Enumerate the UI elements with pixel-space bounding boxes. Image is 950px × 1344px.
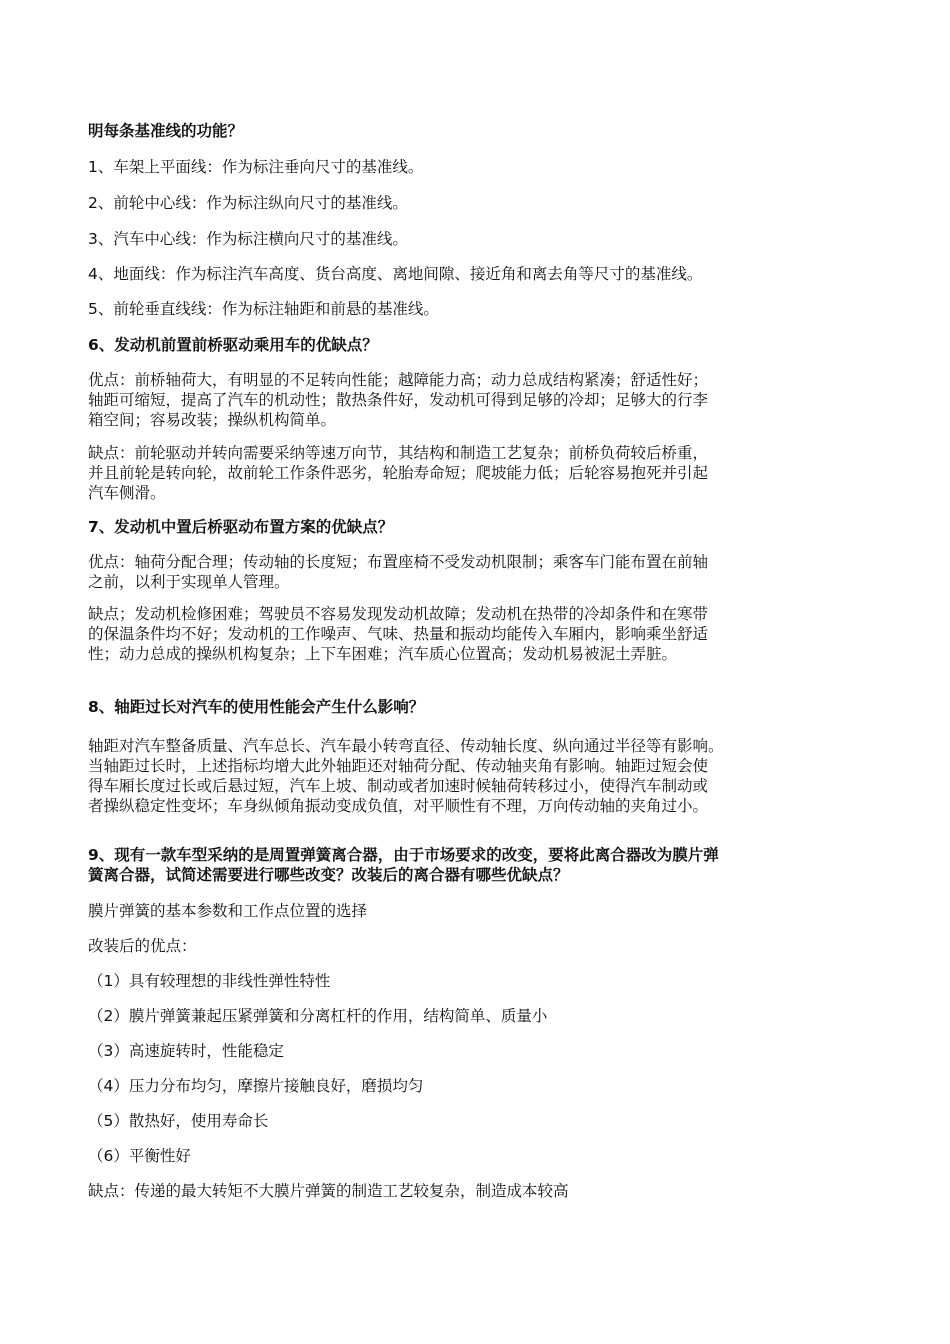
- q6-cons-paragraph: [88, 443, 708, 503]
- q9-pro-item-1: （1）具有较理想的非线性弹性特性: [88, 972, 331, 990]
- q9-heading-line: 簧离合器，试简述需要进行哪些改变？改装后的离合器有哪些优缺点？: [88, 866, 569, 884]
- baseline-item-1: 1、车架上平面线：作为标注垂向尺寸的基准线。: [88, 158, 424, 176]
- q7-cons-line: 缺点；发动机检修困难；驾驶员不容易发现发动机故障；发动机在热带的冷却条件和在寒带: [88, 605, 709, 623]
- q8-body-paragraph: [88, 736, 724, 816]
- q6-cons-line: 汽车侧滑。: [88, 484, 166, 502]
- baseline-item-4: 4、地面线：作为标注汽车高度、货台高度、离地间隙、接近角和离去角等尺寸的基准线。: [88, 265, 703, 283]
- baseline-item-3: 3、汽车中心线：作为标注横向尺寸的基准线。: [88, 230, 408, 248]
- q8-body-line: 轴距对汽车整备质量、汽车总长、汽车最小转弯直径、传动轴长度、纵向通过半径等有影响。: [88, 737, 724, 755]
- q7-cons-paragraph: [88, 604, 708, 664]
- q6-pros-paragraph: [88, 370, 708, 430]
- section-heading-baseline: 明每条基准线的功能？: [88, 122, 244, 140]
- q9-pro-item-6: （6）平衡性好: [88, 1147, 191, 1165]
- q9-line1: 膜片弹簧的基本参数和工作点位置的选择: [88, 902, 368, 920]
- q7-cons-line: 性；动力总成的操纵机构复杂；上下车困难；汽车质心位置高；发动机易被泥土弄脏。: [88, 645, 678, 663]
- q9-heading-line: 9、现有一款车型采纳的是周置弹簧离合器，由于市场要求的改变，要将此离合器改为膜片弹: [88, 846, 719, 864]
- baseline-item-2: 2、前轮中心线：作为标注纵向尺寸的基准线。: [88, 194, 408, 212]
- q6-pros-line: 箱空间；容易改装；操纵机构简单。: [88, 411, 337, 429]
- q9-pro-item-4: （4）压力分布均匀，摩擦片接触良好，磨损均匀: [88, 1077, 424, 1095]
- q7-cons-line: 的保温条件均不好；发动机的工作噪声、气味、热量和振动均能传入车厢内，影响乘坐舒适: [88, 625, 709, 643]
- q6-pros-line: 优点：前桥轴荷大，有明显的不足转向性能；越障能力高；动力总成结构紧凑；舒适性好；: [88, 371, 709, 389]
- q8-heading: 8、轴距过长对汽车的使用性能会产生什么影响？: [88, 698, 425, 716]
- q6-cons-line: 缺点：前轮驱动并转向需要采纳等速万向节，其结构和制造工艺复杂；前桥负荷较后桥重，: [88, 444, 709, 462]
- q6-cons-line: 并且前轮是转向轮，故前轮工作条件恶劣，轮胎寿命短；爬坡能力低；后轮容易抱死并引起: [88, 464, 709, 482]
- q8-body-line: 得车厢长度过长或后悬过短，汽车上坡、制动或者加速时候轴荷转移过小，使得汽车制动或: [88, 777, 709, 795]
- q8-body-line: 当轴距过长时，上述指标均增大此外轴距还对轴荷分配、传动轴夹角有影响。轴距过短会使: [88, 757, 709, 775]
- q7-heading: 7、发动机中置后桥驱动布置方案的优缺点？: [88, 518, 394, 536]
- q9-heading: [88, 845, 719, 885]
- q7-pros-line: 之前，以利于实现单人管理。: [88, 573, 290, 591]
- baseline-item-5: 5、前轮垂直线线：作为标注轴距和前悬的基准线。: [88, 300, 439, 318]
- q9-cons: 缺点：传递的最大转矩不大膜片弹簧的制造工艺较复杂，制造成本较高: [88, 1182, 569, 1200]
- q6-heading: 6、发动机前置前桥驱动乘用车的优缺点？: [88, 336, 378, 354]
- q9-pro-item-3: （3）高速旋转时，性能稳定: [88, 1042, 284, 1060]
- q9-pro-item-5: （5）散热好，使用寿命长: [88, 1112, 269, 1130]
- q7-pros-line: 优点：轴荷分配合理；传动轴的长度短；布置座椅不受发动机限制；乘客车门能布置在前轴: [88, 553, 709, 571]
- q9-pro-item-2: （2）膜片弹簧兼起压紧弹簧和分离杠杆的作用，结构简单、质量小: [88, 1007, 548, 1025]
- q6-pros-line: 轴距可缩短，提高了汽车的机动性；散热条件好，发动机可得到足够的冷却；足够大的行李: [88, 391, 709, 409]
- q9-pros-title: 改装后的优点：: [88, 937, 197, 955]
- q7-pros-paragraph: [88, 552, 708, 592]
- q8-body-line: 者操纵稳定性变坏；车身纵倾角振动变成负值，对平顺性有不理，万向传动轴的夹角过小。: [88, 797, 709, 815]
